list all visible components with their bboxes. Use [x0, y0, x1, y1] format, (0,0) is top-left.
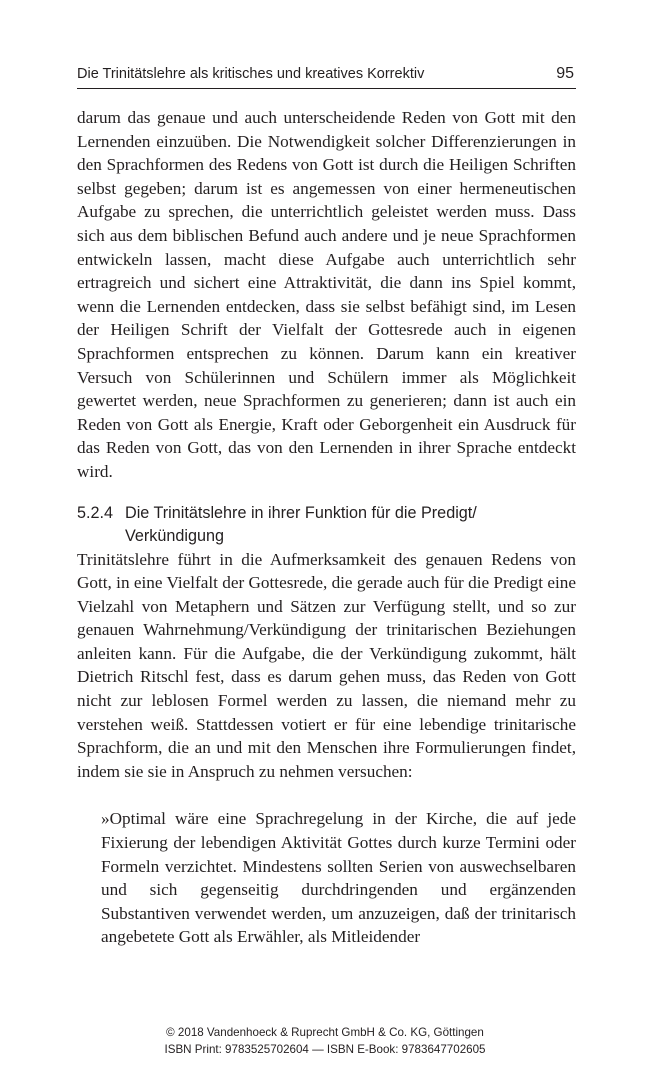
- body-paragraph-1: darum das genaue und auch unterscheidende Reden von Gott mit den Lernenden einzuüben. Die Notwendigkeit solcher Differenzierungen in den Sprachformen des Redens von Gott ist durch die Heiligen Schriften selbst gegeben; darum ist es angemessen von einer hermeneutischen Aufgabe zu sprechen, die unterrichtlich geleistet werden muss. Dass sich aus dem biblischen Befund auch andere und je neue Sprachformen entwickeln lassen, macht diese Aufgabe auch unterrichtlich sehr ertragreich und sichert eine Attraktivität, die dann ins Spiel kommt, wenn die Lernenden entdecken, dass sie selbst befähigt sind, im Lesen der Heiligen Schrift der Vielfalt der Gottesrede auch in eigenen Sprachformen entsprechen zu können. Darum kann ein kreativer Versuch von Schülerinnen und Schülern immer als Möglichkeit gewertet werden, neue Sprachformen zu generieren; dann ist auch ein Reden von Gott als Energie, Kraft oder Geborgenheit ein Ausdruck für das Reden von Gott, das von den Lernenden in ihrer Sprache entdeckt wird.: [77, 108, 576, 481]
- body-paragraph-2: Trinitätslehre führt in die Aufmerksamkeit des genauen Redens von Gott, in eine Vielfalt der Gottesrede, die gerade auch für die Predigt eine Vielzahl von Metaphern und Sätzen zur Verfügung stellt, und so zur genauen Wahrnehmung/Verkündigung der trinitarischen Beziehungen anleiten kann. Für die Aufgabe, die der Verkündigung zukommt, hält Dietrich Ritschl fest, dass es darum gehen muss, das Reden von Gott nicht zur leblosen Formel werden zu lassen, die niemand mehr zu verstehen weiß. Stattdessen votiert er für eine lebendige trinitarische Sprachform, die an und mit den Menschen ihre Formulierungen findet, indem sie sie in Anspruch zu nehmen versuchen:: [77, 549, 576, 781]
- section-number: 5.2.4: [77, 503, 114, 522]
- running-head: [77, 64, 576, 88]
- isbn-line: ISBN Print: 9783525702604 — ISBN E-Book: 9783647702605: [164, 1043, 486, 1056]
- block-quote: »Optimal wäre eine Sprachregelung in der Kirche, die auf jede Fixierung der lebendigen Aktivität Gottes durch kurze Termini oder Formeln verzichtet. Mindestens sollten Serien von auswechselbaren und sich gegenseitig durchdringenden und ergänzenden Substantiven verwendet werden, um anzuzeigen, daß der trinitarisch angebetete Gott als Erwähler, als Mitleidender: [101, 809, 576, 947]
- main-text: [77, 106, 576, 949]
- copyright-line: © 2018 Vandenhoeck & Ruprecht GmbH & Co. KG, Göttingen: [166, 1026, 484, 1039]
- running-head-title: Die Trinitätslehre als kritisches und kreatives Korrektiv: [77, 66, 425, 82]
- page-number: 95: [556, 65, 574, 82]
- section-title: Die Trinitätslehre in ihrer Funktion für die Predigt/ Verkündigung: [125, 503, 477, 545]
- copyright-footer: [0, 1024, 650, 1058]
- section-heading: [77, 502, 576, 548]
- header-rule: [77, 88, 576, 89]
